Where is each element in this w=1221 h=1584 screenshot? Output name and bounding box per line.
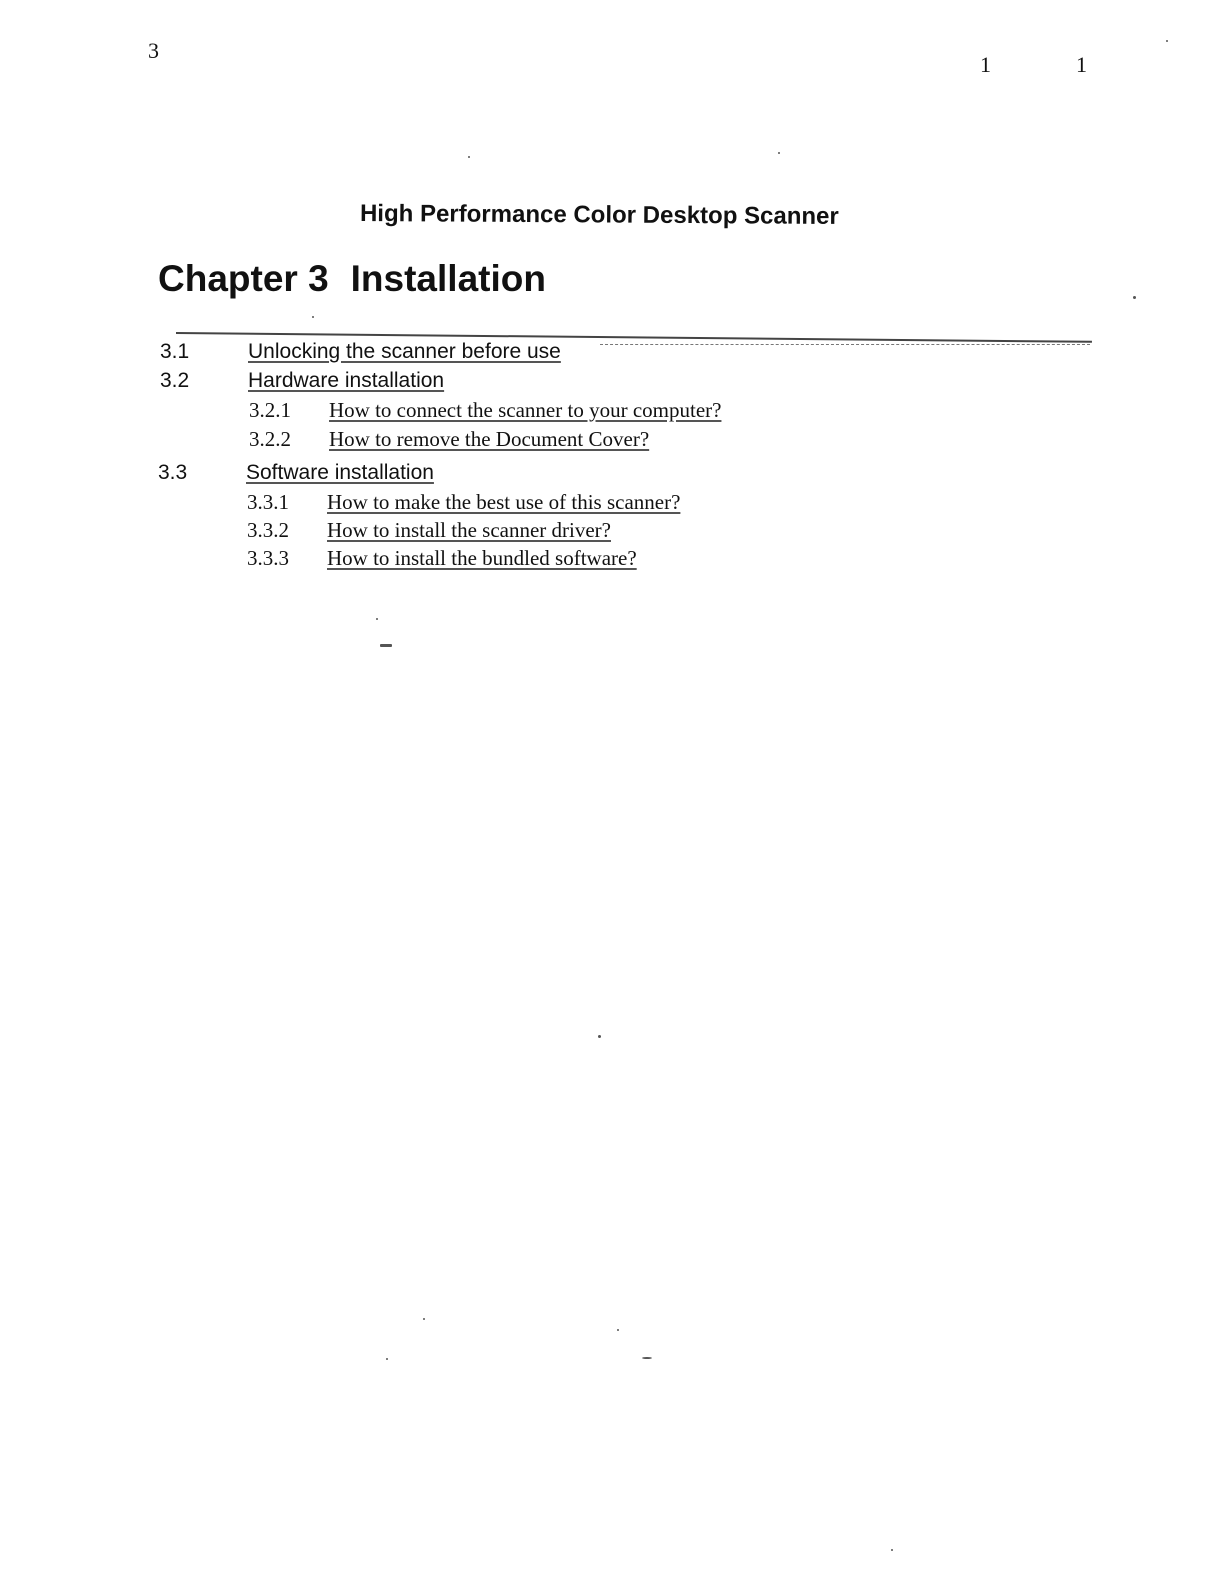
toc-entry-number: 3.2 [160,369,190,392]
toc-entry-link[interactable]: How to install the scanner driver? [327,518,611,542]
scan-speck [1133,296,1136,299]
scan-speck [891,1549,893,1551]
page-number-right: 1 [1076,52,1087,77]
scan-speck [386,1358,388,1360]
toc-entry-number: 3.2.1 [249,398,291,422]
toc-entry-link[interactable]: Software installation [246,461,434,484]
document-header-title: High Performance Color Desktop Scanner [359,200,839,230]
scan-speck [312,316,314,318]
toc-entry-link[interactable]: Hardware installation [248,369,445,392]
toc-entry-number: 3.3.2 [247,518,289,542]
scan-speck [778,152,780,154]
chapter-number: Chapter 3 [158,258,329,299]
scan-speck [376,618,378,620]
toc-entry-link[interactable]: How to connect the scanner to your computer? [329,398,722,422]
toc-entry-number: 3.3.3 [247,546,289,570]
scan-speck [468,156,470,158]
scan-speck [617,1329,619,1331]
toc-entry-link[interactable]: How to make the best use of this scanner? [327,490,681,514]
page-number-left: 3 [148,38,159,63]
scan-speck [642,1357,652,1359]
toc-entry-link[interactable]: How to remove the Document Cover? [329,427,650,451]
toc-entry-number: 3.1 [160,340,190,363]
chapter-name: Installation [350,258,546,299]
scan-speck [380,644,392,647]
toc-entry-number: 3.2.2 [249,427,291,451]
toc-entry-link[interactable]: How to install the bundled software? [327,546,637,570]
scan-speck [1166,40,1168,42]
page-number-middle: 1 [980,52,991,77]
toc-entry-number: 3.3.1 [247,490,289,514]
scan-speck [598,1035,601,1038]
toc-entry-number: 3.3 [158,461,188,484]
scan-speck [423,1318,425,1320]
toc-entry-link[interactable]: Unlocking the scanner before use [248,340,561,363]
